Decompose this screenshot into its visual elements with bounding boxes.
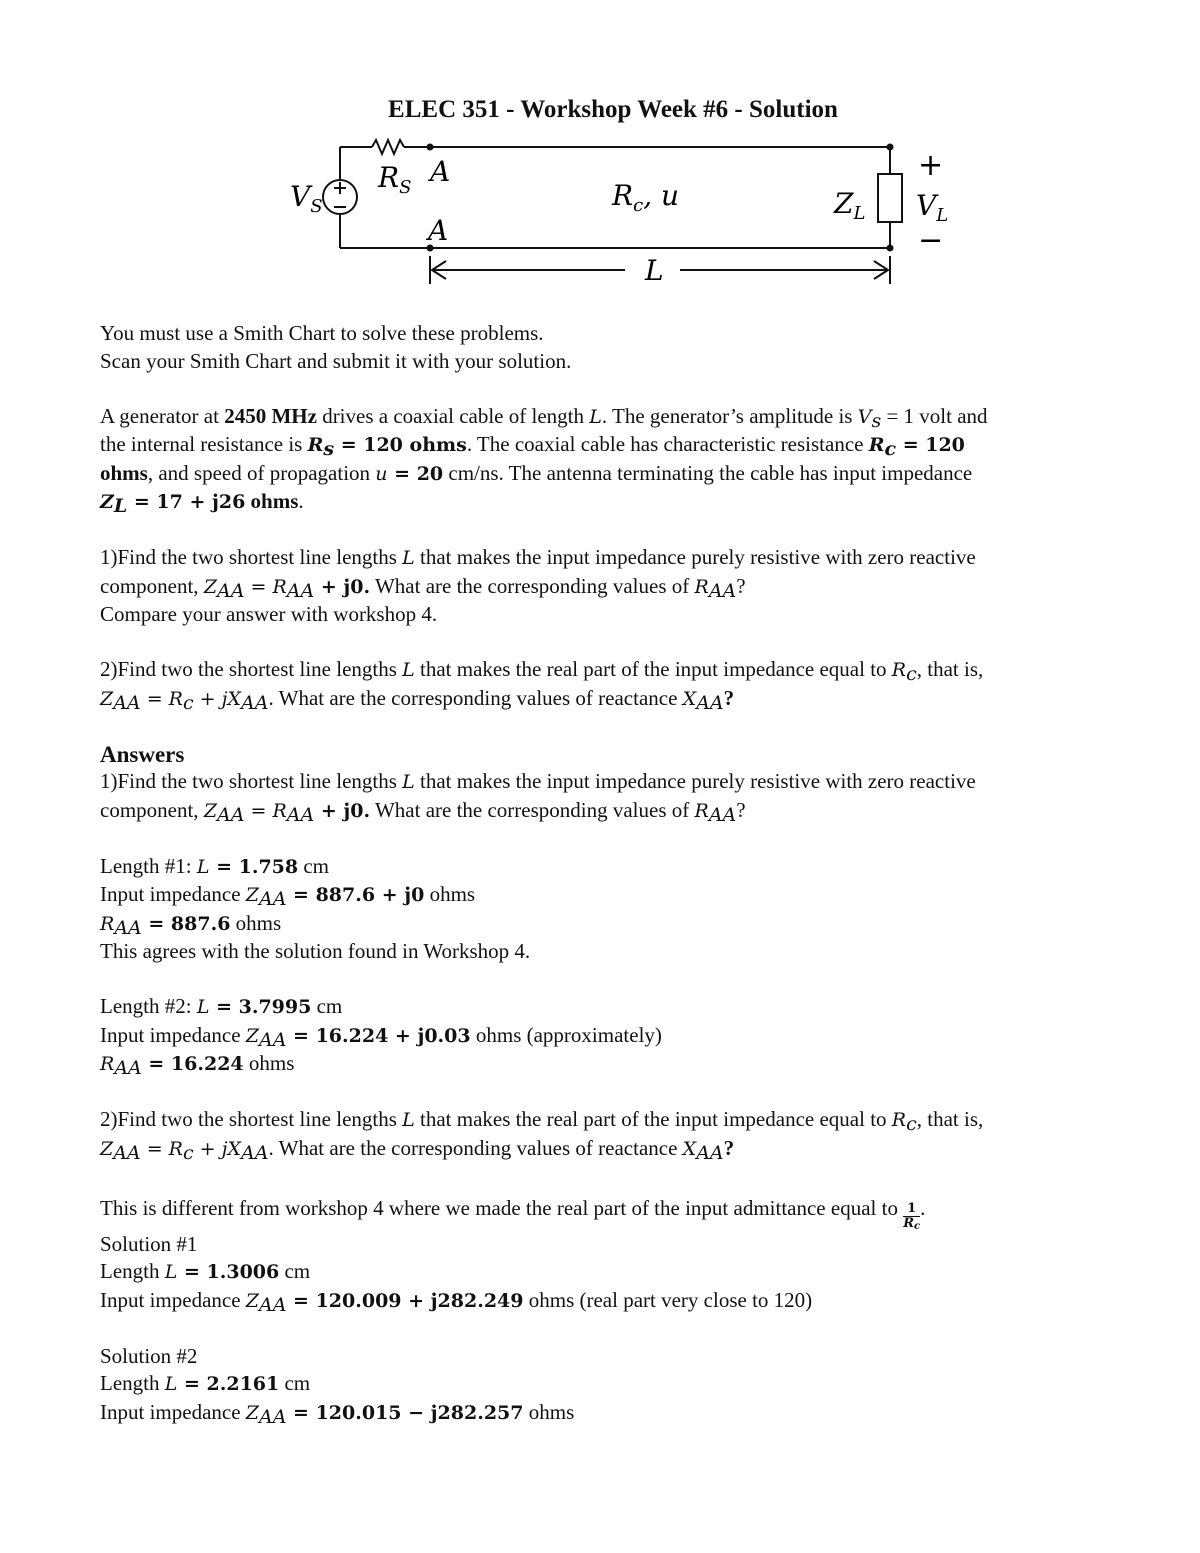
document-body — [100, 320, 1110, 1427]
circuit-diagram — [0, 0, 1200, 300]
question-2: 2)Find two the shortest line lengths L that makes the real part of the input impedance equal to $R_c$, that is, $Z_{AA} = R_c + jX_{AA}$. What are the corresponding values of reactance $X_{AA}$? — [100, 657, 984, 714]
length-label: L — [645, 254, 664, 287]
load-dot-top — [887, 144, 894, 151]
plus-label: + — [918, 148, 944, 183]
source-label: $V_S$ — [290, 180, 323, 217]
answers-question-2: 2)Find two the shortest line lengths L that makes the real part of the input impedance equal to $R_c$, that is, $Z_{AA} = R_c + jX_{AA}$. What are the corresponding values of reactance $X_{AA}$? — [100, 1107, 984, 1164]
intro-line-2: Scan your Smith Chart and submit it with your solution. — [100, 348, 572, 373]
node-a-top-label: A — [430, 155, 451, 188]
page-title: ELEC 351 - Workshop Week #6 - Solution — [388, 96, 838, 123]
solution-2: Solution #2 Length L = 2.2161 cm Input impedance $Z_{AA} = 120.015 - j282.257$ ohms — [100, 1343, 575, 1428]
vl-label: $V_L$ — [916, 189, 949, 226]
problem-statement: A generator at 2450 MHz drives a coaxial cable of length L. The generator’s amplitude is $V_s = 1$ volt and the internal resistance is $R_s = 120$ ohms. The coaxial cable has characteristic resistance $R_c = 120$ ohms, and speed of propagation u = 20 cm/ns. The antenna terminating the cable has input impedance $Z_L = 17 + j26$ ohms. — [100, 403, 988, 517]
load-dot-bottom — [887, 245, 894, 252]
node-a-bottom-label: A — [428, 214, 449, 247]
solution-1: Solution #1 Length L = 1.3006 cm Input impedance $Z_{AA} = 120.009 + j282.249$ ohms (real part very close to 120) — [100, 1231, 813, 1316]
minus-label: − — [918, 223, 944, 258]
answers-heading: Answers — [100, 741, 185, 767]
admittance-note: This is different from workshop 4 where we made the real part of the input admittance equal to $\frac{1}{R_c}$ . — [100, 1195, 926, 1232]
load-impedance-icon — [878, 174, 902, 222]
answer-length-2: Length #2: L = 3.7995 cm Input impedance $Z_{AA} = 16.224 + j0.03$ ohms (approximately) $R_{AA} = 16.224$ ohms — [100, 994, 662, 1079]
answers-question-1: 1)Find the two shortest line lengths L that makes the input impedance purely resistive with zero reactive component, $Z_{AA} = R_{AA} + j0$. What are the corresponding values of $R_{AA}$? — [100, 769, 976, 826]
resistor-icon — [372, 140, 404, 154]
node-dot-top — [427, 144, 434, 151]
answer-length-1: Length #1: L = 1.758 cm Input impedance $Z_{AA} = 887.6 + j0$ ohms $R_{AA} = 887.6$ ohms This agrees with the solution found in Workshop 4. — [100, 853, 531, 963]
line-label: $R_c$, u — [612, 179, 680, 216]
intro-line-1: You must use a Smith Chart to solve these problems. — [100, 321, 544, 345]
question-1: 1)Find the two shortest line lengths L that makes the input impedance purely resistive with zero reactive component, $Z_{AA} = R_{AA} + j0$. What are the corresponding values of $R_{AA}$? Compare your answer with workshop 4. — [100, 545, 976, 626]
load-label: $Z_L$ — [834, 187, 866, 224]
resistor-label: $R_S$ — [378, 161, 412, 198]
fraction: $\frac{1}{R_c}$ — [903, 1200, 921, 1232]
